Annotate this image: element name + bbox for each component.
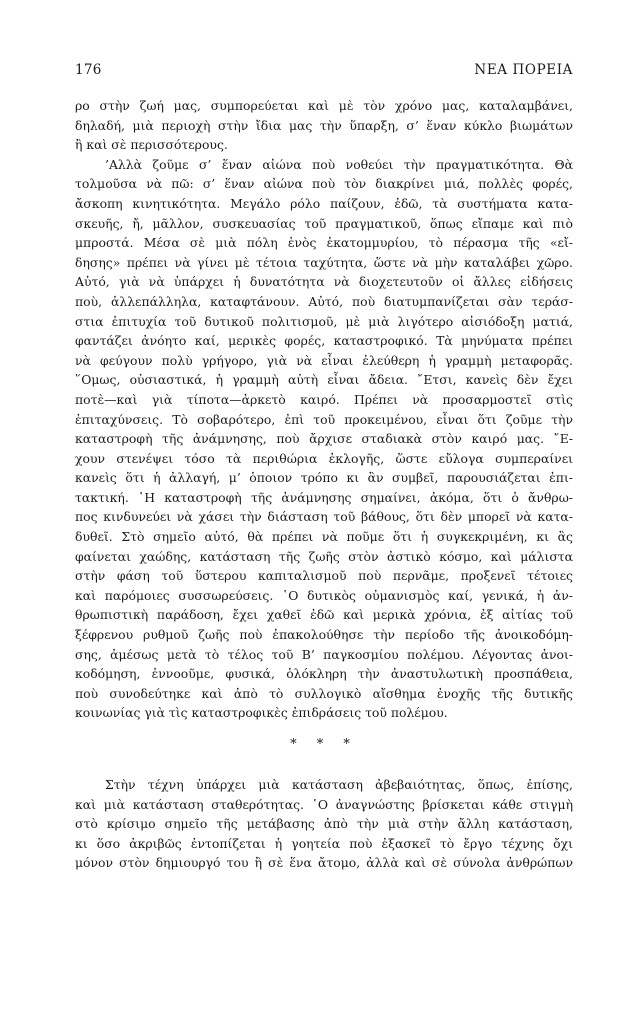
text-line: στὴν φάση τοῦ ὕστερου καπιταλισμοῦ ποὺ περνᾶμε, προξενεῖ τέτοιες <box>75 568 573 584</box>
text-line: ποὺ, ἀλλεπάλληλα, καταφτάνουν. Αὐτό, ποὺ διατυμπανίζεται σὰν τεράσ- <box>75 293 573 309</box>
text-line: σης, ἀμέσως μετὰ τὸ τέλος τοῦ Β’ παγκοσμίου πολέμου. Λέγοντας ἀνοι- <box>75 646 573 662</box>
text-line: ἢ καὶ σὲ περισσότερους. <box>75 137 228 153</box>
text-line: ’Αλλὰ ζοῦμε σ’ ἕναν αἰώνα ποὺ νοθεύει τὴν πραγματικότητα. Θὰ <box>105 156 573 172</box>
text-line: τακτική. ῾Η καταστροφὴ τῆς ἀνάμνησης σημαίνει, ἀκόμα, ὅτι ὁ ἄνθρω- <box>75 489 573 505</box>
text-line: κοινωνίας γιὰ τὶς καταστροφικὲς ἐπιδράσεις τοῦ πολέμου. <box>75 705 448 721</box>
text-line: ποτὲ—καὶ γιὰ τίποτα—ἀρκετὸ καιρό. Πρέπει νὰ προσαρμοστεῖ στὶς <box>75 391 573 407</box>
text-line: ῞Ομως, οὐσιαστικά, ἡ γραμμὴ αὐτὴ εἶναι ἄδεια. ῎Ετσι, κανεὶς δὲν ἔχει <box>75 372 573 388</box>
text-line: καταστροφὴ τῆς ἀνάμνησης, ποὺ ἄρχισε σταδιακὰ στὸν καιρό μας. ῎Ε- <box>75 431 573 447</box>
page-number: 176 <box>75 62 102 78</box>
journal-title: ΝΕΑ ΠΟΡΕΙΑ <box>474 62 573 78</box>
text-line: σκευῆς, ἤ, μᾶλλον, συσκευασίας τοῦ πραγματικοῦ, ὅπως εἴπαμε καὶ πιὸ <box>75 215 573 231</box>
text-line: στὸ κρίσιμο σημεῖο τῆς μετάβασης ἀπὸ τὴν μιὰ στὴν ἄλλη κατάσταση, <box>75 816 573 832</box>
text-line: κι ὅσο ἀκριβῶς ἐντοπίζεται ἡ γοητεία ποὺ ἐξασκεῖ τὸ ἔργο τέχνης ὄχι <box>75 835 573 851</box>
text-line: ρο στὴν ζωή μας, συμπορεύεται καὶ μὲ τὸν χρόνο μας, καταλαμβάνει, <box>75 98 573 113</box>
text-line: δυθεῖ. Στὸ σημεῖο αὐτό, θὰ πρέπει νὰ ποῦμε ὅτι ἡ συγκεκριμένη, κι ἂς <box>75 529 573 545</box>
main-paragraphs <box>75 96 573 723</box>
text-line: καὶ μιὰ κατάσταση σταθερότητας. ῾Ο ἀναγνώστης βρίσκεται κάθε στιγμὴ <box>75 796 573 812</box>
text-line: Στὴν τέχνη ὑπάρχει μιὰ κατάσταση ἀβεβαιότητας, ὅπως, ἐπίσης, <box>105 777 573 792</box>
text-line: κανεὶς ὅτι ἡ ἀλλαγή, μ’ ὁποιον τρόπο κι ἂν συμβεῖ, παρουσιάζεται ἐπι- <box>75 470 573 486</box>
section-separator: * * * <box>290 737 358 752</box>
running-head <box>75 62 573 86</box>
text-line: χουν στενέψει τόσο τὰ περιθώρια ἐκλογῆς, ὥστε εὔλογα συμπεραίνει <box>75 450 573 466</box>
text-line: καὶ παρόμοιες συσσωρεύσεις. ῾Ο δυτικὸς οὐμανισμὸς καί, γενικά, ἡ ἀν- <box>75 587 573 603</box>
text-line: κοδόμηση, ἐννοοῦμε, φυσικά, ὁλόκληρη τὴν ἀναστυλωτικὴ προσπάθεια, <box>75 666 573 682</box>
text-line: φαντάζει ἀνόητο καί, μερικὲς φορές, καταστροφικό. Τὰ μηνύματα πρέπει <box>75 333 573 349</box>
text-line: ποὺ συνοδεύτηκε καὶ ἀπὸ τὸ συλλογικὸ αἴσθημα ἐνοχῆς τῆς δυτικῆς <box>75 685 573 701</box>
text-line: νὰ φεύγουν πολὺ γρήγορο, γιὰ νὰ εἶναι ἐλεύθερη ἡ γραμμὴ μεταφορᾶς. <box>75 352 573 368</box>
text-line: στια ἐπιτυχία τοῦ δυτικοῦ πολιτισμοῦ, μὲ μιὰ λιγότερο αἰσιόδοξη ματιά, <box>75 313 573 329</box>
text-line: Αὐτό, γιὰ νὰ ὑπάρχει ἡ δυνατότητα νὰ διοχετευτοῦν οἱ ἄλλες εἰδήσεις <box>75 274 573 290</box>
text-line: ἄσκοπη κινητικότητα. Μεγάλο ρόλο παίζουν, ἐδῶ, τὰ συστήματα κατα- <box>75 195 573 211</box>
text-line: δηλαδή, μιὰ περιοχὴ στὴν ἴδια μας τὴν ὕπαρξη, σ’ ἕναν κύκλο βιωμάτων <box>75 117 573 133</box>
text-line: ἐπιταχύνσεις. Τὸ σοβαρότερο, ἐπὶ τοῦ προκειμένου, εἶναι ὅτι ζοῦμε τὴν <box>75 411 573 427</box>
text-line: δησης» πρέπει νὰ γίνει μὲ τέτοια ταχύτητα, ὥστε νὰ μὴν καταλάβει χῶρο. <box>75 254 573 270</box>
text-line: φαίνεται χαώδης, κατάσταση τῆς ζωῆς στὸν ἀστικὸ κόσμο, καὶ μάλιστα <box>75 548 573 564</box>
text-line: ξέφρενου ρυθμοῦ ζωῆς ποὺ ἐπακολούθησε τὴν περίοδο τῆς ἀνοικοδόμη- <box>75 627 573 643</box>
text-line: τολμοῦσα νὰ πῶ: σ’ ἕναν αἰώνα ποὺ τὸν διακρίνει μιά, πολλὲς φορές, <box>75 176 573 192</box>
text-line: μπροστά. Μέσα σὲ μιὰ πόλη ἑνὸς ἑκατομμυρίου, τὸ πέρασμα τῆς «εἴ- <box>75 235 573 251</box>
text-line: θρωπιστικὴ παράδοση, ἔχει χαθεῖ ἐδῶ καὶ μερικὰ χρόνια, ἐξ αἰτίας τοῦ <box>75 607 573 623</box>
text-line: μόνον στὸν δημιουργό του ἢ σὲ ἕνα ἄτομο, ἀλλὰ καὶ σὲ σύνολα ἀνθρώπων <box>75 855 573 871</box>
second-section-paragraph <box>75 775 573 873</box>
book-page <box>75 62 573 873</box>
text-line: πος κινδυνεύει νὰ χάσει τὴν διάσταση τοῦ βάθους, ὅτι δὲν μπορεῖ νὰ κατα- <box>75 509 573 525</box>
